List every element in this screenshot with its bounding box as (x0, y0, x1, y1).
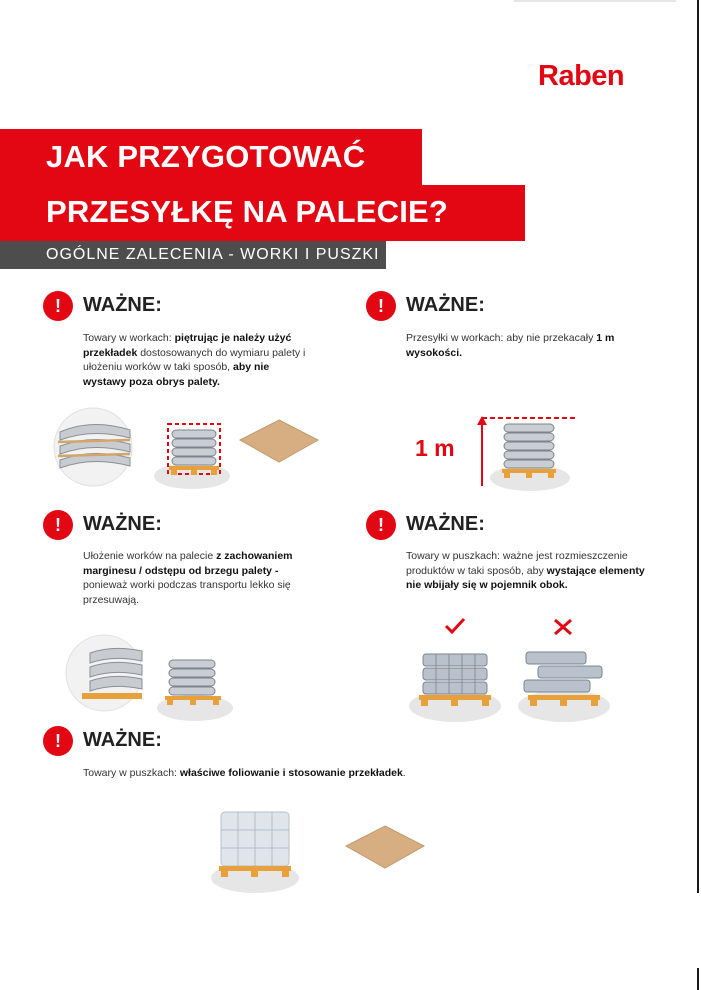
text-run: . (402, 767, 406, 779)
page-edge-right (697, 0, 699, 893)
sacks-closeup-illustration (52, 406, 134, 488)
section-heading: WAŻNE: (83, 729, 162, 751)
raben-logo: Raben (538, 60, 625, 92)
cardboard-sheet-illustration (344, 824, 426, 870)
cross-icon (552, 617, 574, 637)
cans-correct-illustration (407, 640, 503, 724)
warning-icon: ! (43, 510, 73, 540)
page-subtitle: OGÓLNE ZALECENIA - WORKI I PUSZKI (46, 246, 380, 263)
page-edge-top (514, 0, 676, 2)
bold-text-run: 1 m wysokości. (406, 332, 615, 359)
height-label: 1 m (415, 435, 455, 461)
section-text (406, 331, 638, 360)
warning-icon: ! (366, 291, 396, 321)
section-heading: WAŻNE: (83, 513, 162, 535)
margin-closeup-illustration (64, 633, 144, 713)
sacks-on-pallet-illustration (152, 418, 232, 490)
text-run: Towary w puszkach: (83, 767, 180, 779)
section-heading: WAŻNE: (83, 294, 162, 316)
bold-text-run: piętrując je należy użyć przekładek (83, 332, 292, 359)
sacks-with-margin-illustration (155, 650, 235, 722)
height-limit-illustration (472, 412, 580, 494)
bold-text-run: właściwe foliowanie i stosowanie przekładek (179, 767, 403, 779)
cans-wrong-illustration (516, 640, 612, 724)
section-heading: WAŻNE: (406, 294, 485, 316)
section-text (83, 766, 503, 781)
page-title-line-2: PRZESYŁKĘ NA PALECIE? (46, 194, 449, 229)
warning-icon: ! (366, 510, 396, 540)
bold-text-run: wystające elementy nie wbijały się w pojemnik obok. (406, 564, 645, 591)
warning-icon: ! (43, 291, 73, 321)
text-run: dostosowanych do wymiaru palety i ułożeniu worków w taki sposób, (83, 346, 306, 373)
cardboard-sheet-illustration (238, 418, 320, 464)
text-run: Towary w workach: (83, 332, 175, 344)
warning-icon: ! (43, 726, 73, 756)
bold-text-run: aby nie wystawy poza obrys palety. (83, 361, 270, 388)
wrapped-cans-illustration (207, 802, 303, 896)
page-title-line-1: JAK PRZYGOTOWAĆ (46, 139, 366, 174)
bold-text-run: z zachowaniem marginesu / odstępu od brzegu palety - (83, 550, 293, 577)
section-heading: WAŻNE: (406, 513, 485, 535)
text-run: ponieważ worki podczas transportu lekko się przesuwają. (83, 579, 291, 606)
section-text (83, 549, 315, 607)
section-text (83, 331, 315, 389)
text-run: Przesyłki w workach: aby nie przekacały (406, 332, 597, 344)
check-icon (443, 616, 467, 636)
section-text (406, 549, 646, 593)
text-run: Towary w puszkach: ważne jest rozmieszczenie produktów w taki sposób, aby (406, 550, 628, 577)
page-edge-right-lower (697, 968, 699, 990)
text-run: Ułożenie worków na palecie (83, 550, 217, 562)
